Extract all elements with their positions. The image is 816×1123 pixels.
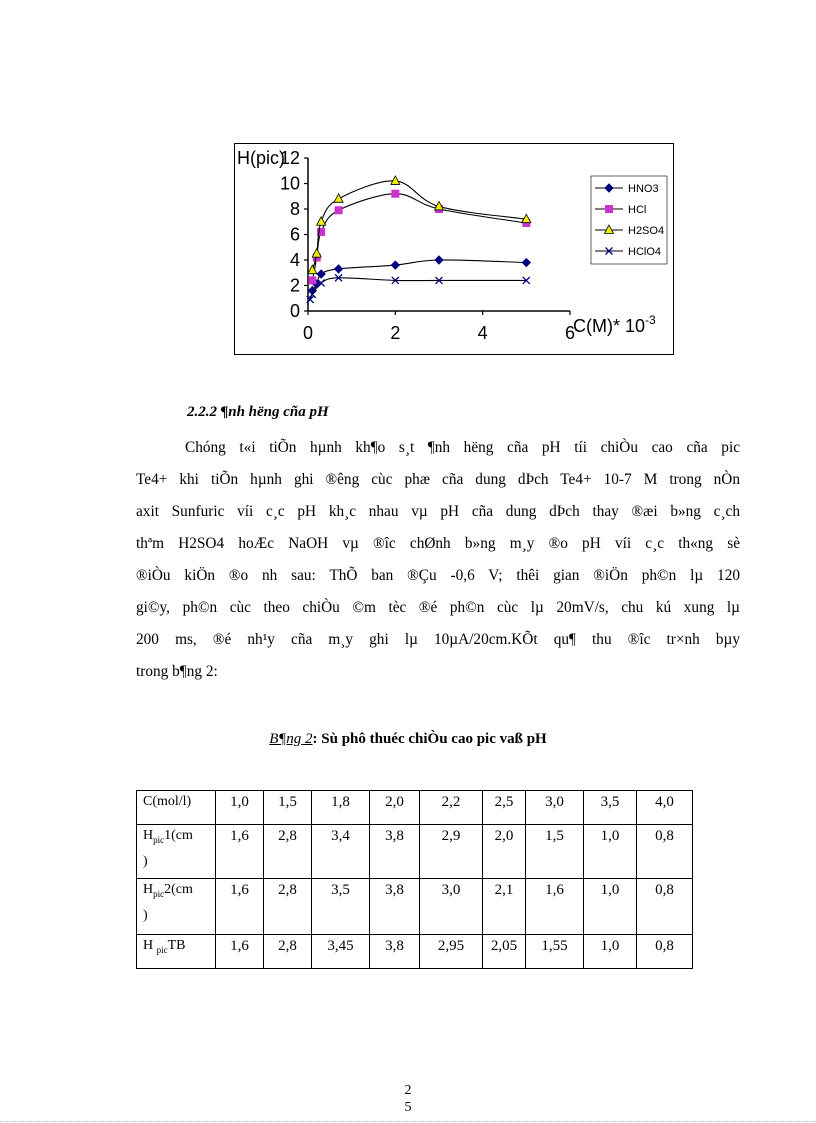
series-line bbox=[312, 260, 526, 291]
chart-frame bbox=[234, 143, 674, 355]
data-table bbox=[136, 790, 693, 969]
table-cell: 2,95 bbox=[420, 935, 483, 969]
table-header-row bbox=[137, 791, 693, 825]
table-cell: 3,0 bbox=[420, 879, 483, 935]
paragraph-line: trong b¶ng 2: bbox=[136, 663, 218, 680]
table-cell: 2,8 bbox=[264, 935, 312, 969]
table-cell: 3,5 bbox=[312, 879, 370, 935]
data-point bbox=[522, 259, 530, 267]
legend-marker bbox=[605, 184, 613, 192]
legend bbox=[591, 176, 667, 264]
column-header: 4,0 bbox=[637, 791, 693, 825]
x-tick-label: 0 bbox=[302, 323, 314, 343]
page-number: 2 5 bbox=[404, 1083, 412, 1115]
table-cell: 0,8 bbox=[637, 825, 693, 879]
column-header: 1,0 bbox=[216, 791, 264, 825]
x-tick-label: 2 bbox=[390, 323, 401, 343]
table-cell: 3,8 bbox=[370, 935, 420, 969]
paragraph-line: gi©y, ph©n cùc theo chiÒu ©m tèc ®é ph©n cùc lµ 20mV/s, chu kú xung lµ bbox=[136, 599, 740, 616]
table-cell: 2,8 bbox=[264, 879, 312, 935]
paragraph-line: 200 ms, ®é nh¹y cña m¸y ghi lµ 10µA/20cm.KÕt qu¶ thu ®îc tr×nh bµy bbox=[136, 631, 740, 648]
series-line bbox=[312, 194, 526, 281]
table-cell: 2,1 bbox=[483, 879, 526, 935]
paragraph-line: axit Sunfuric víi c¸c pH kh¸c nhau vµ pH cña dung dÞch thay ®æi b»ng c¸ch bbox=[136, 503, 740, 520]
table-cell: 2,0 bbox=[483, 825, 526, 879]
data-point bbox=[335, 265, 343, 273]
x-axis-label: C(M)* $10^{-3}$ bbox=[573, 313, 656, 336]
table-header-label: C(mol/l) bbox=[137, 791, 216, 825]
column-header: 3,0 bbox=[526, 791, 584, 825]
table-cell: 1,6 bbox=[216, 935, 264, 969]
column-header: 2,5 bbox=[483, 791, 526, 825]
table-row bbox=[137, 825, 693, 879]
paragraph-line: Chóng t«i tiÕn hµnh kh¶o s¸t ¶nh hëng cña pH tíi chiÒu cao cña pic bbox=[185, 439, 740, 456]
data-point bbox=[312, 249, 321, 258]
row-label: $H_{pic}1(cm$ ) bbox=[137, 825, 216, 879]
data-point bbox=[309, 277, 316, 284]
row-label: $H_{pic}2(cm$ ) bbox=[137, 879, 216, 935]
table-caption bbox=[0, 731, 816, 748]
table-cell: 2,8 bbox=[264, 825, 312, 879]
table-caption-text: : Sù phô thuéc chiÒu cao pic vaß pH bbox=[312, 731, 547, 747]
data-point bbox=[334, 194, 343, 203]
y-tick-label: 12 bbox=[279, 148, 300, 168]
legend-label: H2SO4 bbox=[628, 225, 665, 237]
table-cell: 1,0 bbox=[584, 825, 637, 879]
legend-label: HClO4 bbox=[628, 246, 662, 258]
data-point bbox=[391, 176, 400, 185]
table-cell: 1,6 bbox=[526, 879, 584, 935]
y-tick-label: 8 bbox=[289, 199, 300, 219]
row-label: H $_{pic}$TB bbox=[137, 935, 216, 969]
table-cell: 2,9 bbox=[420, 825, 483, 879]
table-cell: 3,4 bbox=[312, 825, 370, 879]
table-cell: 1,55 bbox=[526, 935, 584, 969]
data-point bbox=[317, 270, 325, 278]
table-cell: 1,6 bbox=[216, 879, 264, 935]
paragraph-line: thªm H2SO4 hoÆc NaOH vµ ®îc chØnh b»ng m¸y ®o pH víi c¸c th«ng sè bbox=[136, 535, 740, 552]
column-header: 1,5 bbox=[264, 791, 312, 825]
paragraph-line: ®iÒu kiÖn ®o nh sau: ThÕ ban ®Çu -0,6 V; thêi gian ®iÖn ph©n lµ 120 bbox=[136, 567, 740, 584]
y-axis-label: H(pic) bbox=[237, 148, 285, 168]
table-cell: 0,8 bbox=[637, 879, 693, 935]
legend-label: HCl bbox=[628, 204, 647, 216]
column-header: 2,2 bbox=[420, 791, 483, 825]
y-tick-label: 0 bbox=[289, 301, 300, 321]
page-bottom-rule bbox=[0, 1121, 816, 1122]
table-cell: 3,8 bbox=[370, 879, 420, 935]
table-cell: 3,8 bbox=[370, 825, 420, 879]
column-header: 1,8 bbox=[312, 791, 370, 825]
x-tick-label: 4 bbox=[477, 323, 488, 343]
x-axis-label-exponent: -3 bbox=[645, 313, 656, 327]
data-point bbox=[392, 190, 399, 197]
series-hclo4 bbox=[307, 274, 530, 303]
legend-marker bbox=[605, 225, 614, 234]
series-line bbox=[312, 181, 526, 270]
data-point bbox=[335, 207, 342, 214]
table-cell: 2,05 bbox=[483, 935, 526, 969]
data-point bbox=[317, 217, 326, 226]
column-header: 2,0 bbox=[370, 791, 420, 825]
table-caption-label: B¶ng 2 bbox=[269, 731, 313, 747]
y-tick-label: 10 bbox=[279, 173, 300, 194]
chart bbox=[235, 144, 675, 356]
table-cell: 3,45 bbox=[312, 935, 370, 969]
y-tick-label: 2 bbox=[289, 275, 300, 296]
x-tick-label: 6 bbox=[564, 323, 576, 343]
table-cell: 0,8 bbox=[637, 935, 693, 969]
column-header: 3,5 bbox=[584, 791, 637, 825]
legend-label: HNO3 bbox=[628, 183, 659, 195]
table-row bbox=[137, 935, 693, 969]
y-tick-label: 4 bbox=[289, 250, 300, 270]
paragraph-line: Te4+ khi tiÕn hµnh ghi ®êng cùc phæ cña dung dÞch Te4+ 10-7 M trong nÒn bbox=[136, 471, 740, 488]
series-line bbox=[310, 278, 526, 300]
table-cell: 1,6 bbox=[216, 825, 264, 879]
y-tick-label: 6 bbox=[289, 224, 300, 245]
table-row bbox=[137, 879, 693, 935]
series-h2so4 bbox=[308, 176, 531, 274]
table-cell: 1,0 bbox=[584, 879, 637, 935]
table-cell: 1,5 bbox=[526, 825, 584, 879]
legend-marker bbox=[606, 206, 613, 213]
data-point bbox=[435, 256, 443, 264]
table-cell: 1,0 bbox=[584, 935, 637, 969]
data-point bbox=[391, 261, 399, 269]
section-heading: 2.2.2 ¶nh hëng cña pH bbox=[187, 404, 329, 420]
body-paragraph bbox=[136, 432, 740, 688]
